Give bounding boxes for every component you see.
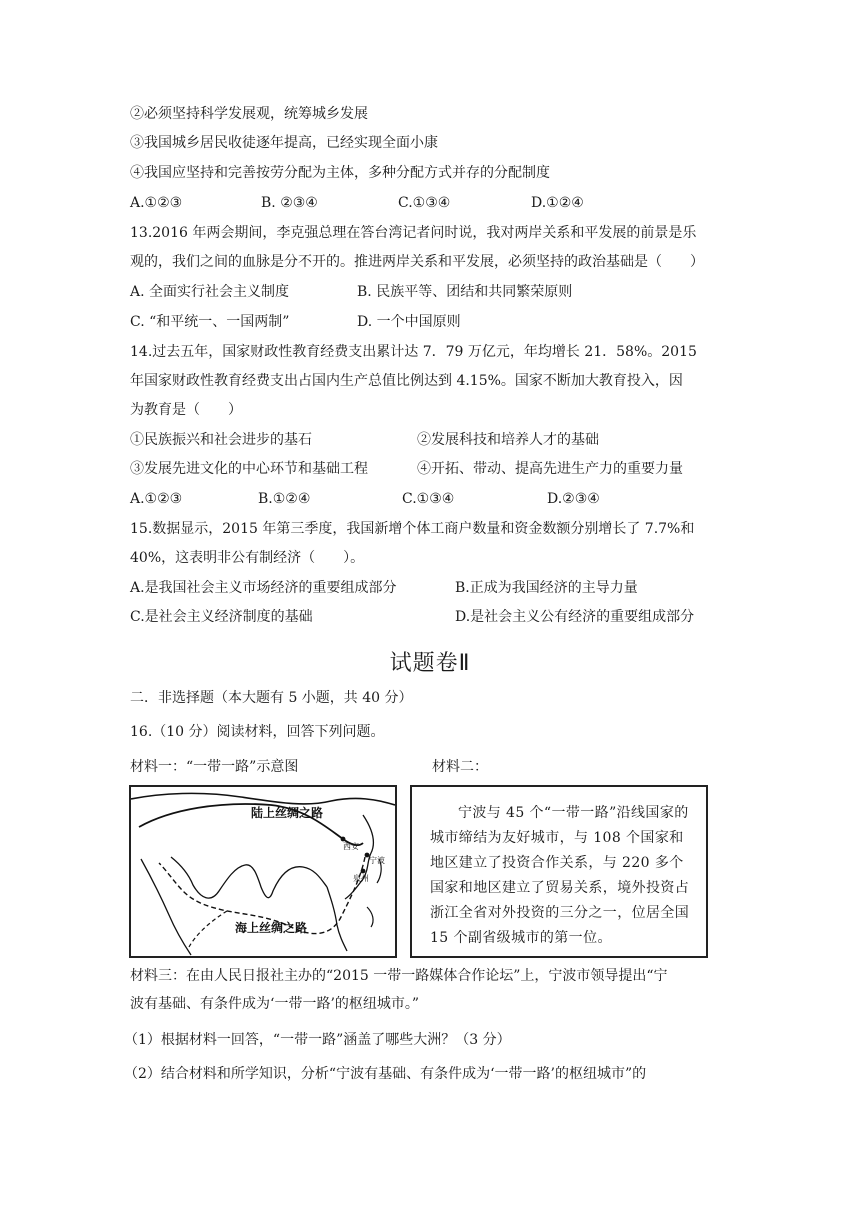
material2-label: 材料二： <box>432 759 488 775</box>
q13-option-d: D. 一个中国原则 <box>357 314 461 330</box>
q14-option-d: D.②③④ <box>547 491 600 507</box>
q12-item-2: ②必须坚持科学发展观，统筹城乡发展 <box>130 106 368 122</box>
q16-sub1: （1）根据材料一回答，“一带一路”涵盖了哪些大洲？（3 分） <box>124 1032 511 1048</box>
q15-option-b: B.正成为我国经济的主导力量 <box>455 580 638 596</box>
q13-stem-line1: 13.2016 年两会期间，李克强总理在答台湾记者问时说，我对两岸关系和平发展的前景是乐 <box>130 225 697 241</box>
q14-stem-line3: 为教育是（ ） <box>130 402 242 418</box>
q14-item-1: ①民族振兴和社会进步的基石 <box>130 432 312 448</box>
q15-stem-line2: 40%，这表明非公有制经济（ ）。 <box>130 550 365 566</box>
q13-option-c: C. “和平统一、一国两制” <box>130 314 290 330</box>
q12-option-b: B. ②③④ <box>261 195 318 211</box>
q12-option-a: A.①②③ <box>130 195 183 211</box>
map-label-land-road: 陆上丝绸之路 <box>251 806 324 820</box>
q15-option-c: C.是社会主义经济制度的基础 <box>130 609 313 625</box>
section-title: 试题卷Ⅱ <box>389 651 471 676</box>
q14-option-b: B.①②④ <box>258 491 311 507</box>
q13-stem-line2: 观的，我们之间的血脉是分不开的。推进两岸关系和平发展，必须坚持的政治基础是（ ） <box>130 254 704 270</box>
map-label-ningbo: 宁波 <box>369 856 385 865</box>
map-label-quanzhou: 泉州 <box>353 874 369 883</box>
material2-box <box>410 785 708 958</box>
material2-text: 宁波与 45 个“一带一路”沿线国家的城市缔结为友好城市，与 108 个国家和地区建立了投资合作关系，与 220 多个国家和地区建立了贸易关系，境外投资占浙江全省对外投资的三分之一，位居全国 15 个副省级城市的第一位。 <box>430 805 690 946</box>
map-label-xian: 西安 <box>343 842 359 851</box>
q14-stem-line2: 年国家财政性教育经费支出占国内生产总值比例达到 4.15%。国家不断加大教育投入，因 <box>130 373 683 389</box>
q14-option-a: A.①②③ <box>130 491 183 507</box>
q15-option-d: D.是社会主义公有经济的重要组成部分 <box>455 609 695 625</box>
map-label-sea-road: 海上丝绸之路 <box>235 921 308 935</box>
q15-option-a: A.是我国社会主义市场经济的重要组成部分 <box>130 580 397 596</box>
q12-option-c: C.①③④ <box>398 195 451 211</box>
material3-line1: 材料三：在由人民日报社主办的“2015 一带一路媒体合作论坛”上，宁波市领导提出“宁 <box>130 968 668 984</box>
q14-option-c: C.①③④ <box>402 491 455 507</box>
q13-option-a: A. 全面实行社会主义制度 <box>130 284 290 300</box>
q15-stem-line1: 15.数据显示，2015 年第三季度，我国新增个体工商户数量和资金数额分别增长了 7.7%和 <box>130 521 695 537</box>
q14-item-4: ④开拓、带动、提高先进生产力的重要力量 <box>417 461 683 477</box>
section-header: 二．非选择题（本大题有 5 小题，共 40 分） <box>130 690 413 706</box>
q14-stem-line1: 14.过去五年，国家财政性教育经费支出累计达 7．79 万亿元，年均增长 21．58%。2015 <box>130 344 697 360</box>
q16-stem: 16.（10 分）阅读材料，回答下列问题。 <box>130 724 385 740</box>
q14-item-2: ②发展科技和培养人才的基础 <box>417 432 599 448</box>
q12-item-4: ④我国应坚持和完善按劳分配为主体，多种分配方式并存的分配制度 <box>130 165 550 181</box>
q16-sub2: （2）结合材料和所学知识，分析“宁波有基础、有条件成为‘一带一路’的枢纽城市”的 <box>124 1066 647 1082</box>
material3-line2: 波有基础、有条件成为‘一带一路’的枢纽城市。” <box>130 996 420 1012</box>
q13-option-b: B. 民族平等、团结和共同繁荣原则 <box>357 284 573 300</box>
q12-option-d: D.①②④ <box>531 195 584 211</box>
belt-and-road-map <box>129 785 397 958</box>
q14-item-3: ③发展先进文化的中心环节和基础工程 <box>130 461 368 477</box>
q12-item-3: ③我国城乡居民收徒逐年提高，已经实现全面小康 <box>130 135 438 151</box>
material1-label: 材料一：“一带一路”示意图 <box>130 759 299 775</box>
